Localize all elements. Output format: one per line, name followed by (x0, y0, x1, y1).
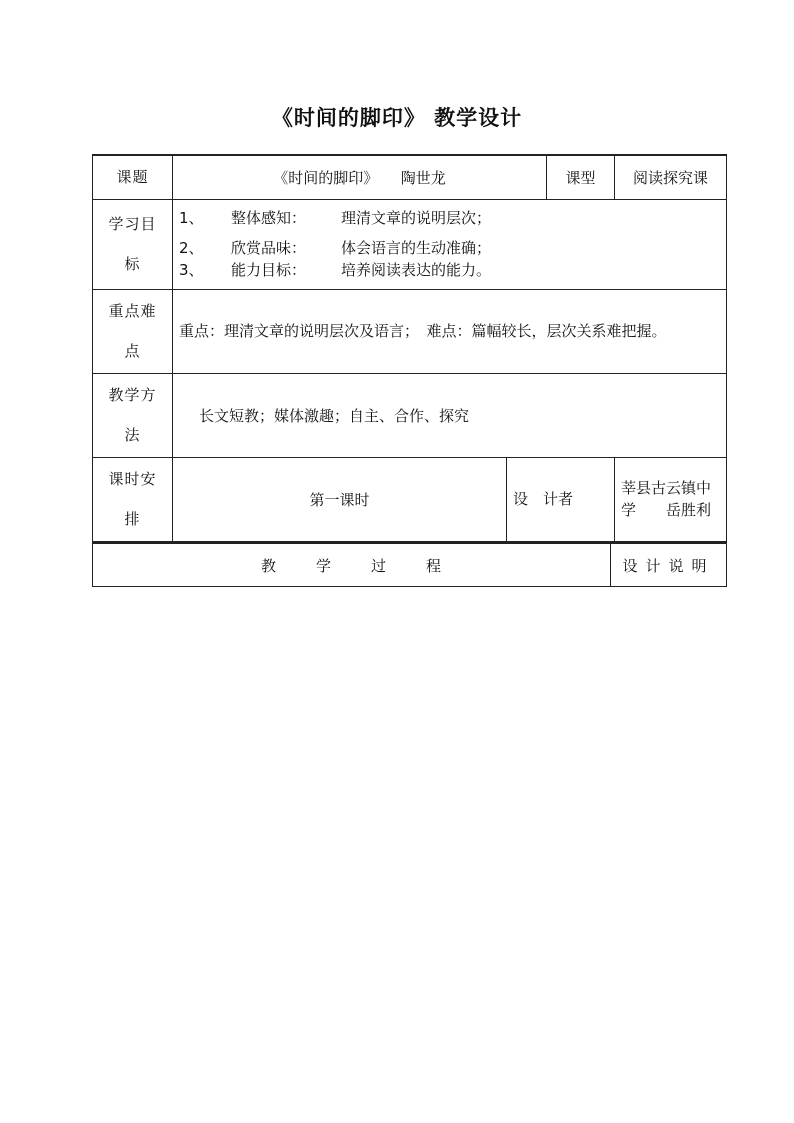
schedule-label-line2: 排 (124, 510, 141, 528)
row-method (93, 373, 727, 457)
key-points-label-line1: 重点难 (108, 302, 157, 320)
notes-header: 设计说明 (611, 543, 727, 587)
goals-content (173, 199, 727, 289)
key-points-label-line2: 点 (124, 342, 141, 360)
designer-value: 莘县古云镇中学 岳胜利 (615, 457, 727, 541)
process-header-row (93, 543, 727, 587)
process-header-table (92, 542, 727, 587)
row-schedule (93, 457, 727, 541)
lesson-info-table (92, 154, 727, 542)
goals-label-line1: 学习目 (108, 215, 157, 233)
goal-text: 理清文章的说明层次； (341, 209, 492, 227)
schedule-label-line1: 课时安 (108, 470, 157, 488)
schedule-value: 第一课时 (173, 457, 507, 541)
goal-item (179, 259, 720, 281)
type-label: 课型 (547, 155, 615, 199)
topic-label: 课题 (93, 155, 173, 199)
method-label (93, 373, 173, 457)
goal-number: 3、 (179, 261, 204, 279)
goal-text: 培养阅读表达的能力。 (341, 261, 492, 279)
type-value: 阅读探究课 (615, 155, 727, 199)
goal-number: 1、 (179, 209, 204, 227)
goals-label (93, 199, 173, 289)
goal-key: 欣赏品味： (231, 239, 307, 257)
method-text: 长文短教；媒体激趣；自主、合作、探究 (173, 373, 727, 457)
method-label-line2: 法 (124, 426, 141, 444)
schedule-label (93, 457, 173, 541)
designer-label: 设 计者 (507, 457, 615, 541)
key-points-label (93, 289, 173, 373)
row-goals (93, 199, 727, 289)
method-label-line1: 教学方 (108, 386, 157, 404)
goal-key: 整体感知： (231, 209, 307, 227)
goal-item (179, 207, 720, 229)
row-key-points (93, 289, 727, 373)
process-header: 教学过程 (93, 543, 611, 587)
goals-label-line2: 标 (124, 255, 141, 273)
key-points-text: 重点：理清文章的说明层次及语言； 难点：篇幅较长，层次关系难把握。 (173, 289, 727, 373)
topic-value: 《时间的脚印》 陶世龙 (173, 155, 547, 199)
goal-key: 能力目标： (231, 261, 307, 279)
row-topic (93, 155, 727, 199)
goal-number: 2、 (179, 239, 204, 257)
goal-item (179, 237, 720, 259)
page-title: 《时间的脚印》 教学设计 (271, 106, 523, 130)
goal-text: 体会语言的生动准确； (341, 239, 492, 257)
